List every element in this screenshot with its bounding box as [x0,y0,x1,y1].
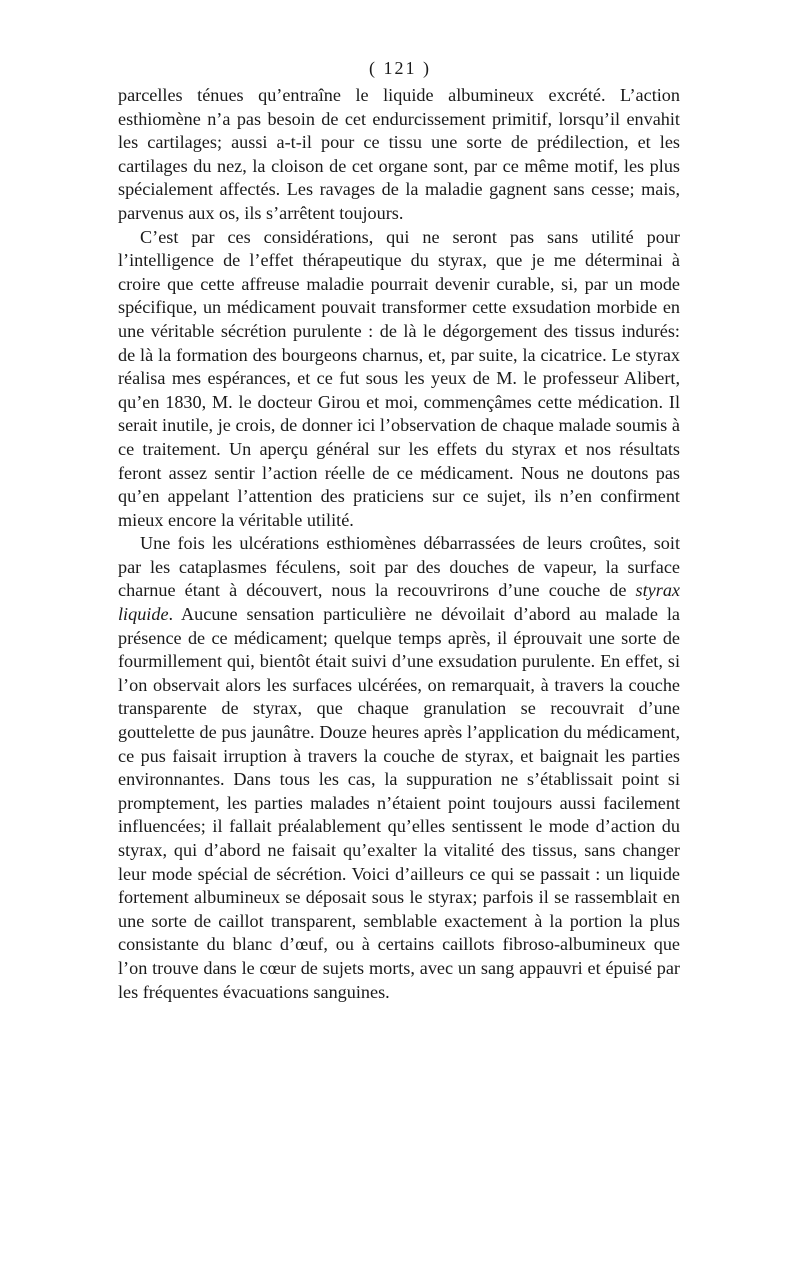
paragraph-2 [118,226,680,533]
paragraph-3 [118,532,680,1004]
paragraph-1 [118,84,680,226]
body-text [118,84,680,1004]
paragraph-3-text-a: Une fois les ulcérations esthiomènes débarrassées de leurs croûtes, soit par les cataplasmes féculens, soit par des douches de vapeur, la surface charnue étant à découvert, nous la recouvrirons d’une couche de [118,533,680,601]
paragraph-2-text: C’est par ces considérations, qui ne seront pas sans utilité pour l’intelligence de l’effet thérapeutique du styrax, que je me déterminai à croire que cette affreuse maladie pourrait devenir curable, si, par un mode spécifique, un médicament pouvait transformer cette exsudation morbide en une véritable sécrétion purulente : de là le dégorgement des tissus indurés: de là la formation des bourgeons charnus, et, par suite, la cicatrice. Le styrax réalisa mes espérances, et ce fut sous les yeux de M. le professeur Alibert, qu’en 1830, M. le docteur Girou et moi, commençâmes cette médication. Il serait inutile, je crois, de donner ici l’observation de chaque malade soumis à ce traitement. Un aperçu général sur les effets du styrax et nos résultats feront assez sentir l’action réelle de ce médicament. Nous ne doutons pas qu’en appelant l’attention des praticiens sur ce sujet, ils n’en confirment mieux encore la véritable utilité. [118,226,680,530]
paragraph-3-italic-term: styrax liquide [118,580,680,625]
paragraph-3-text-b: . Aucune sensation particulière ne dévoilait d’abord au malade la présence de ce médicament; quelque temps après, il éprouvait une sorte de fourmillement qui, bientôt était suivi d’une exsudation purulente. En effet, si l’on observait alors les surfaces ulcérées, on remarquait, à travers la couche transparente de styrax, que chaque granulation se recouvrait d’une gouttelette de pus jaunâtre. Douze heures après l’application du médicament, ce pus faisait irruption à travers la couche de styrax, et baignait les parties environnantes. Dans tous les cas, la suppuration ne s’établissait point si promptement, les parties malades n’étaient point toujours aussi facilement influencées; il fallait préalablement qu’elles sentissent le mode d’action du styrax, qui d’abord ne faisait qu’exalter la vitalité des tissus, sans changer leur mode spécial de sécrétion. Voici d’ailleurs ce qui se passait : un liquide fortement albumineux se déposait sous le styrax; parfois il se rassemblait en une sorte de caillot transparent, semblable exactement à la portion la plus consistante du blanc d’œuf, ou à certains caillots fibroso-albumineux que l’on trouve dans le cœur de sujets morts, avec un sang appauvri et épuisé par les fréquentes évacuations sanguines. [118,604,680,1002]
page-number: ( 121 ) [369,58,431,78]
paragraph-1-text: parcelles ténues qu’entraîne le liquide albumineux excrété. L’action esthiomène n’a pas besoin de cet endurcissement primitif, lorsqu’il envahit les cartilages; aussi a-t-il pour ce tissu une sorte de prédilection, et les cartilages du nez, la cloison de cet organe sont, par ce même motif, les plus spécialement affectés. Les ravages de la maladie gagnent sans cesse; mais, parvenus aux os, ils s’arrêtent toujours. [118,85,680,223]
